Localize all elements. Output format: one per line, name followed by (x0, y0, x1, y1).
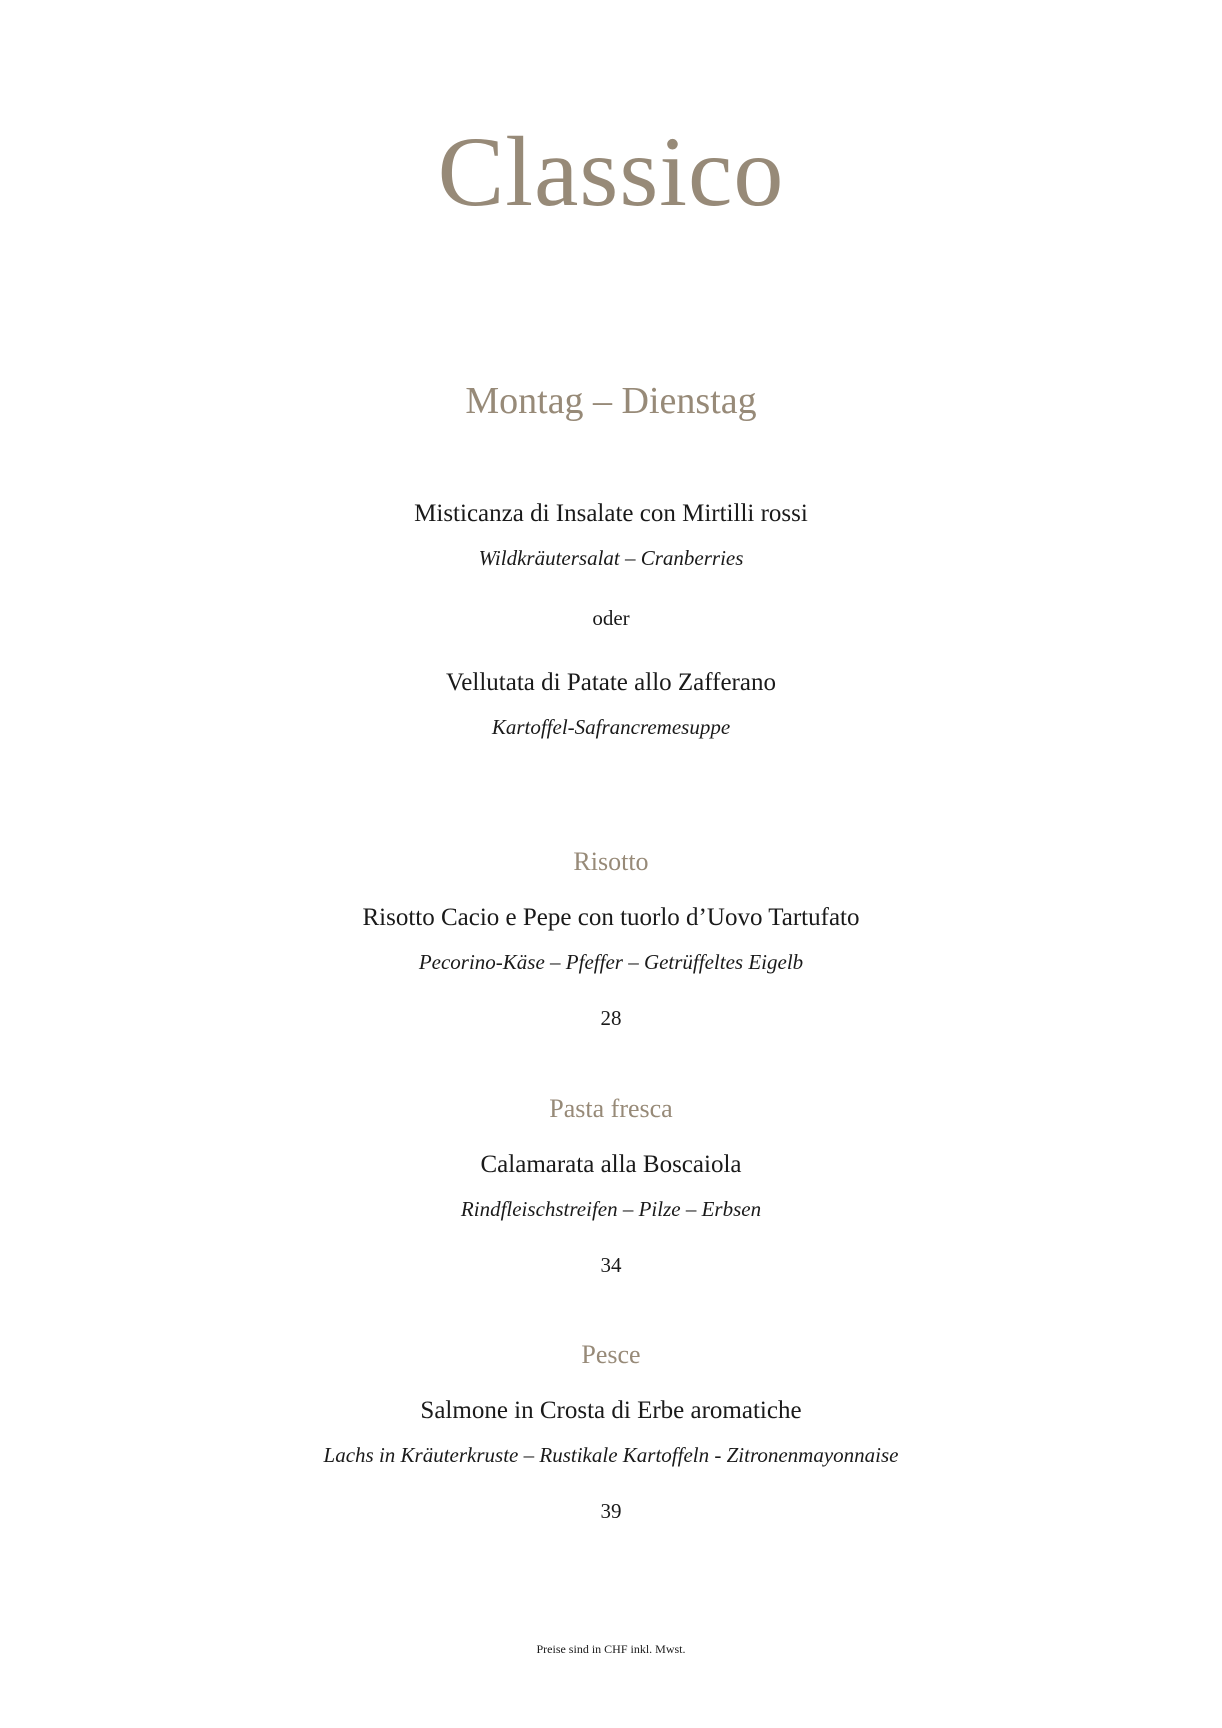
risotto-price: 28 (600, 1006, 622, 1030)
starter-2-name: Vellutata di Patate allo Zafferano (446, 669, 776, 696)
price-footnote: Preise sind in CHF inkl. Mwst. (536, 1642, 686, 1656)
pesce-dish-name: Salmone in Crosta di Erbe aromatiche (420, 1397, 802, 1424)
starter-1-description: Wildkräutersalat – Cranberries (478, 546, 744, 570)
pesce-price: 39 (600, 1499, 622, 1523)
starter-connector: oder (592, 606, 630, 630)
starter-1-name: Misticanza di Insalate con Mirtilli rossi (414, 500, 808, 527)
section-title-pasta: Pasta fresca (549, 1094, 673, 1123)
risotto-dish-description: Pecorino-Käse – Pfeffer – Getrüffeltes Eigelb (418, 950, 804, 974)
pesce-dish-description: Lachs in Kräuterkruste – Rustikale Kartoffeln - Zitronenmayonnaise (323, 1443, 899, 1467)
starter-2-description: Kartoffel-Safrancremesuppe (491, 715, 731, 739)
section-title-pesce: Pesce (581, 1340, 641, 1369)
pasta-price: 34 (600, 1253, 622, 1277)
section-title-risotto: Risotto (573, 847, 649, 876)
risotto-dish-name: Risotto Cacio e Pepe con tuorlo d’Uovo Tartufato (362, 904, 860, 931)
pasta-dish-description: Rindfleischstreifen – Pilze – Erbsen (460, 1197, 762, 1221)
pasta-dish-name: Calamarata alla Boscaiola (480, 1151, 742, 1178)
day-range-heading: Montag – Dienstag (465, 380, 757, 422)
brand-title: Classico (437, 116, 785, 227)
